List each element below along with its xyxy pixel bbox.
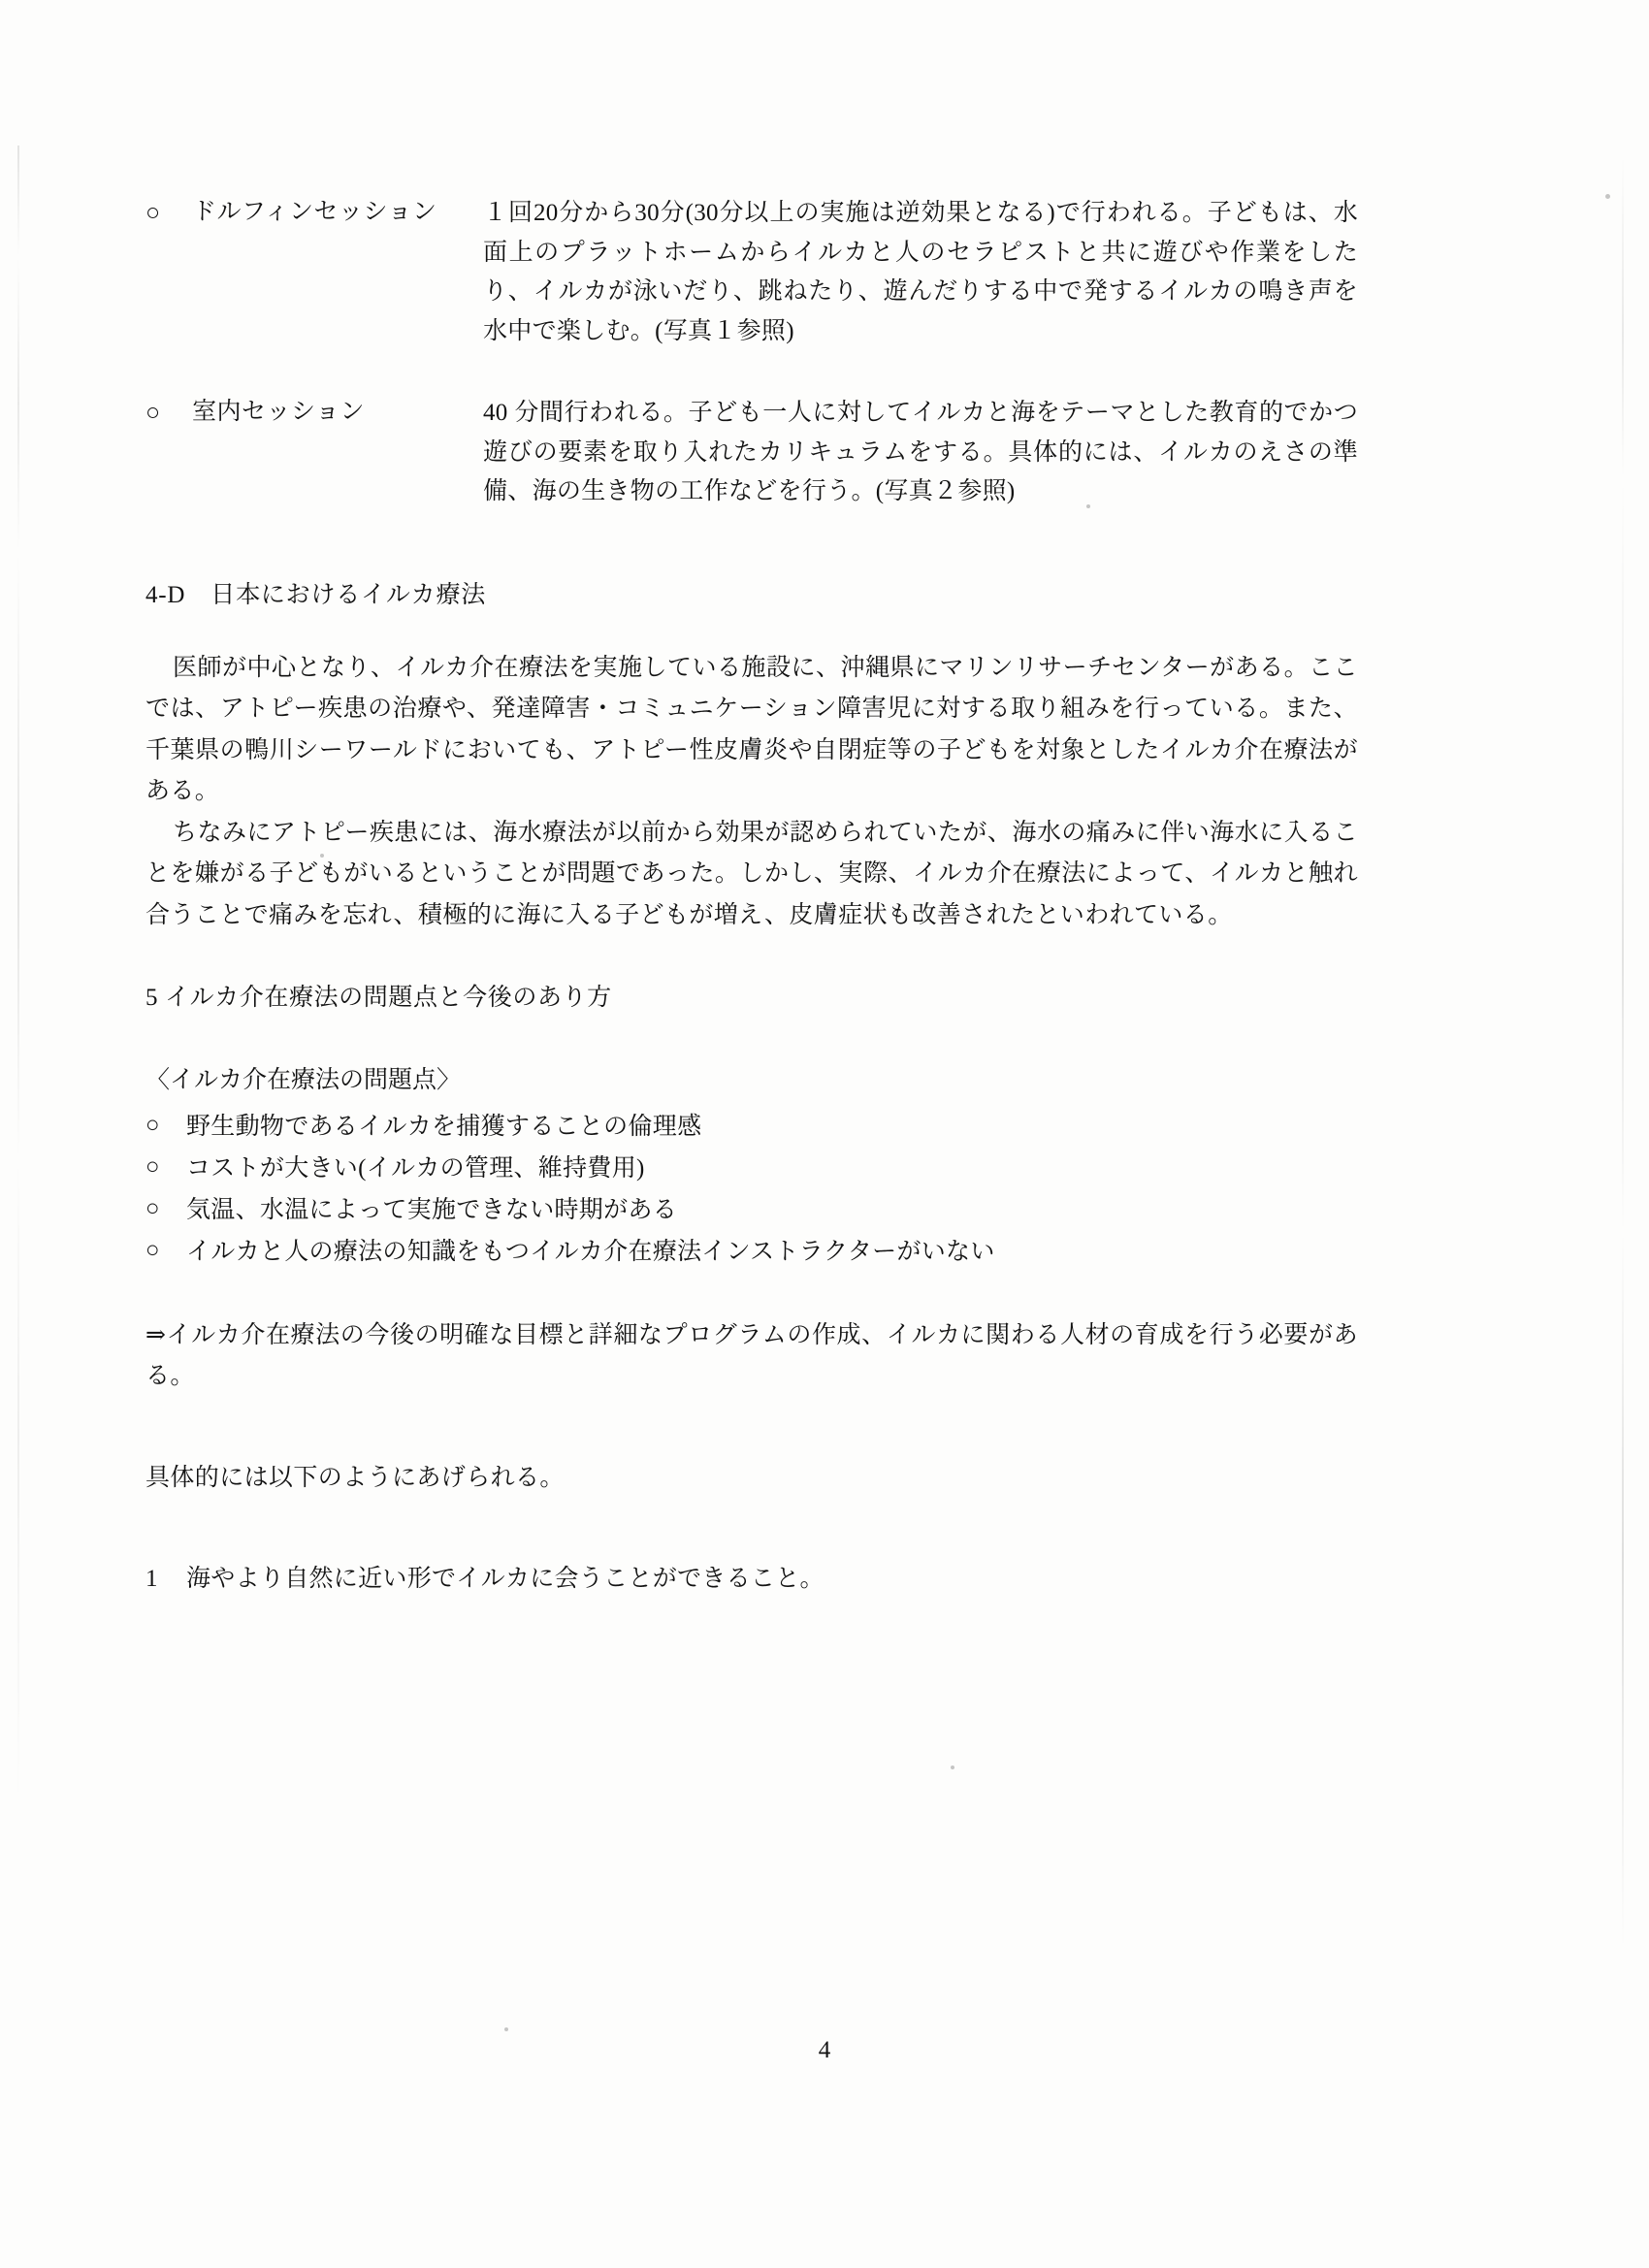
conclusion-paragraph: ⇒イルカ介在療法の今後の明確な目標と詳細なプログラムの作成、イルカに関わる人材の育成を行う必要がある。 <box>146 1321 1358 1389</box>
paragraph-4d-2: ちなみにアトピー疾患には、海水療法が以前から効果が認められていたが、海水の痛みに伴い海水に入ることを嫌がる子どもがいるということが問題であった。しかし、実際、イルカ介在療法によって、イルカと触れ合うことで痛みを忘れ、積極的に海に入る子どもが増え、皮膚症状も改善されたといわれている。 <box>146 819 1358 928</box>
scan-speck <box>1605 194 1610 199</box>
page-number-value: 4 <box>818 2037 831 2063</box>
section-heading-4d <box>146 576 1358 615</box>
spacer <box>146 1273 1358 1315</box>
bullet-circle-icon: ○ <box>146 200 161 226</box>
spacer <box>146 1499 1358 1559</box>
bullet-circle-icon: ○ <box>146 1153 160 1180</box>
scan-speck <box>504 2027 508 2031</box>
list-item-text: イルカと人の療法の知識をもつイルカ介在療法インストラクターがいない <box>186 1238 995 1265</box>
list-item-text: 野生動物であるイルカを捕獲することの倫理感 <box>186 1113 702 1140</box>
list-item <box>146 1189 1358 1231</box>
list-item-text: コストが大きい(イルカの管理、維持費用) <box>186 1154 645 1182</box>
list-item <box>146 1148 1358 1189</box>
session-item-dolphin <box>146 194 1358 351</box>
bullet-circle-icon: ○ <box>146 1195 160 1221</box>
list-item <box>146 1231 1358 1273</box>
session-label: ドルフィンセッション <box>192 199 437 225</box>
issues-list <box>146 1106 1358 1273</box>
list-item-text: 気温、水温によって実施できない時期がある <box>186 1196 678 1223</box>
list-item <box>146 1106 1358 1148</box>
scan-artifact-left-edge <box>17 146 19 1989</box>
lead-in-paragraph: 具体的には以下のようにあげられる。 <box>146 1464 565 1491</box>
document-body <box>146 194 1358 1601</box>
session-label: 室内セッション <box>192 399 366 425</box>
section-title-text: 日本におけるイルカ療法 <box>210 581 487 608</box>
session-item-indoor <box>146 394 1358 512</box>
bullet-circle-icon: ○ <box>146 1237 160 1263</box>
session-description: １回20分から30分(30分以上の実施は逆効果となる)で行われる。子どもは、水面上のプラットホームからイルカと人のセラピストと共に遊びや作業をしたり、イルカが泳いだり、跳ねたり、遊んだりする中で発するイルカの鳴き声を水中で楽しむ。(写真１参照) <box>483 200 1358 344</box>
spacer <box>146 555 1358 576</box>
issues-list-title: 〈イルカ介在療法の問題点〉 <box>146 1067 462 1093</box>
bullet-circle-icon: ○ <box>146 1112 160 1138</box>
page-number <box>0 2037 1649 2064</box>
section-number: 4-D <box>146 581 186 608</box>
scan-speck <box>951 1766 954 1769</box>
bullet-circle-icon: ○ <box>146 400 161 426</box>
scan-artifact-right-edge <box>1622 155 1624 1950</box>
session-description: 40 分間行われる。子ども一人に対してイルカと海をテーマとした教育的でかつ遊びの要素を取り入れたカリキュラムをする。具体的には、イルカのえさの準備、海の生き物の工作などを行う。(写真２参照) <box>483 400 1358 504</box>
numbered-item-text: 海やより自然に近い形でイルカに会うことができること。 <box>186 1566 824 1592</box>
numbered-item-1 <box>146 1559 1358 1601</box>
spacer <box>146 936 1358 979</box>
section-heading-5: 5 イルカ介在療法の問題点と今後のあり方 <box>146 985 612 1011</box>
paragraph-4d-1: 医師が中心となり、イルカ介在療法を実施している施設に、沖縄県にマリンリサーチセンターがある。ここでは、アトピー疾患の治療や、発達障害・コミュニケーション障害児に対する取り組みを行っている。また、千葉県の鴨川シーワールドにおいても、アトピー性皮膚炎や自閉症等の子どもを対象としたイルカ介在療法がある。 <box>146 654 1358 804</box>
numbered-item-number: 1 <box>146 1566 158 1592</box>
spacer <box>146 1398 1358 1458</box>
spacer <box>146 1018 1358 1060</box>
